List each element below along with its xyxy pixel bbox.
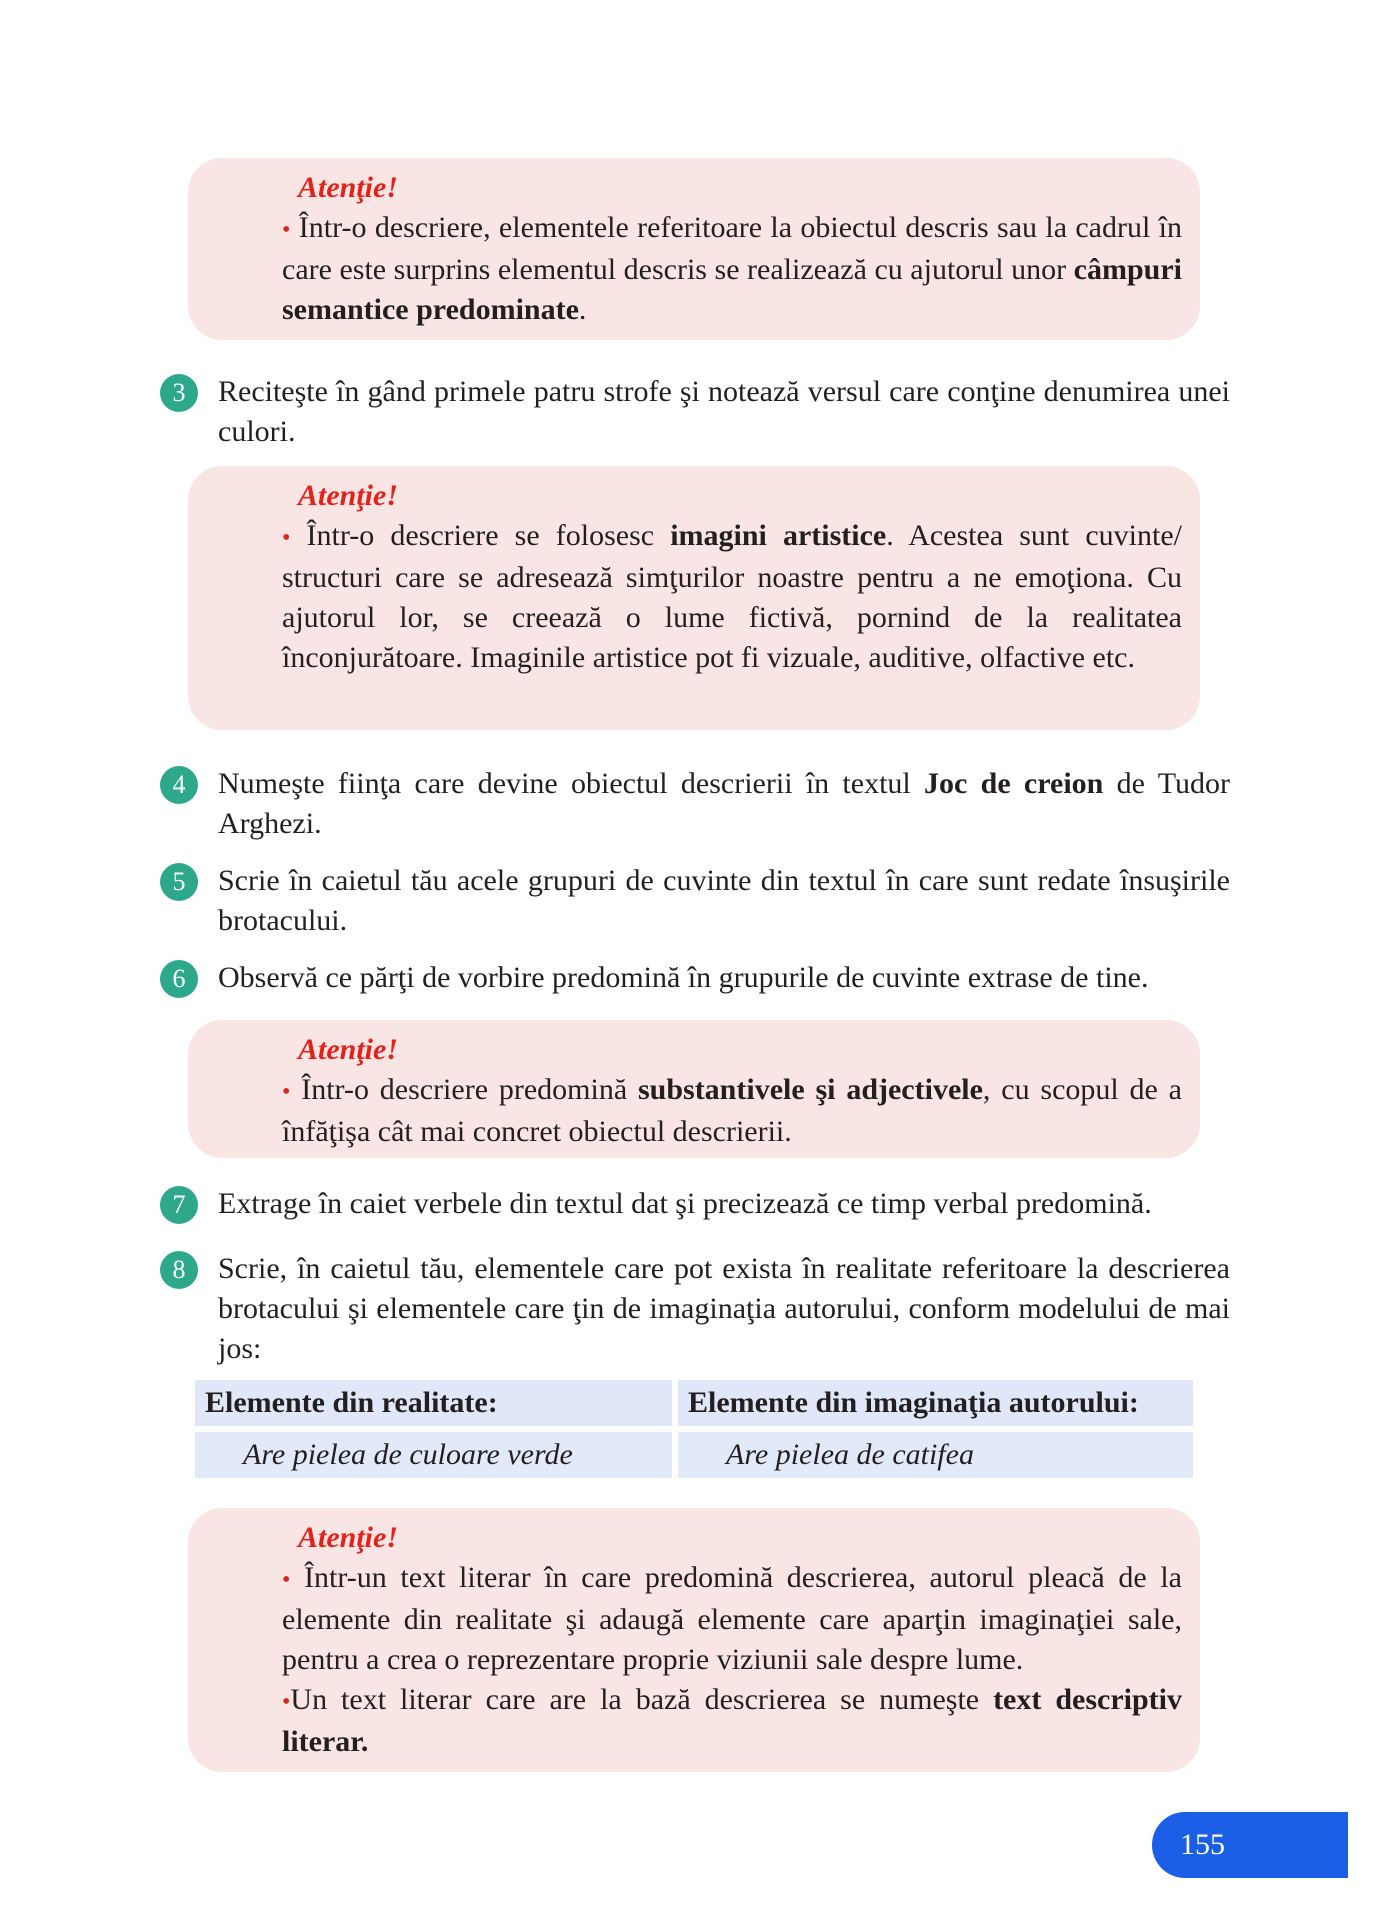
question-text: Observă ce părţi de vorbire predomină în grupurile de cuvinte extrase de tine. <box>218 961 1149 994</box>
question-text: Scrie în caietul tău acele grupuri de cuvinte din textul în care sunt redate însuşirile brotacului. <box>218 864 1230 937</box>
bold-title: Joc de creion <box>924 767 1104 800</box>
question-number-badge: 3 <box>160 374 198 412</box>
text-run: de Tudor Arghezi. <box>218 767 1230 840</box>
bullet-icon: • <box>282 1079 291 1105</box>
text-run: Într-un text literar în care predomină descrierea, autorul pleacă de la elemente din realitate şi adaugă elemente care aparţin imaginaţiei sale, pentru a crea o reprezentare proprie viziunii sale despre lume. <box>282 1561 1183 1676</box>
attention-text <box>282 208 1182 330</box>
bold-term: text descriptiv literar. <box>282 1683 1182 1758</box>
table-cell-imagination: Are pielea de catifea <box>678 1432 1193 1478</box>
question-5 <box>160 861 1230 941</box>
question-8 <box>160 1249 1230 1369</box>
text-run: Într-o descriere se folosesc <box>306 519 671 552</box>
bold-term: câmpuri semantice predominate <box>282 253 1182 326</box>
question-text: Reciteşte în gând primele patru strofe şi notează versul care conţine denumirea unei culori. <box>218 375 1230 448</box>
attention-box-3 <box>188 1020 1200 1158</box>
question-number-badge: 7 <box>160 1186 198 1224</box>
text-run: . <box>578 293 587 326</box>
question-3 <box>160 372 1230 452</box>
attention-text <box>282 1680 1182 1762</box>
page-number: 155 <box>1180 1828 1225 1861</box>
text-run: Un text literar care are la bază descrierea se numeşte <box>290 1683 994 1716</box>
question-text: Extrage în caiet verbele din textul dat şi precizează ce timp verbal predomină. <box>218 1187 1152 1220</box>
table-header-reality: Elemente din realitate: <box>195 1380 672 1426</box>
question-6 <box>160 958 1230 998</box>
bullet-icon: • <box>282 1689 291 1715</box>
bullet-icon: • <box>282 217 291 243</box>
text-run: . Acestea sunt cuvinte/ structuri care se adresează simţurilor noastre pentru a ne emoţiona. Cu ajutorul lor, se creează o lume fictivă, pornind de la realitatea înconjurătoare. Imaginile artistice pot fi vizuale, auditive, olfactive etc. <box>282 519 1182 674</box>
question-number-badge: 5 <box>160 863 198 901</box>
attention-title: Atenţie! <box>298 1033 399 1066</box>
text-run: Numeşte fiinţa care devine obiectul descrierii în textul <box>218 767 925 800</box>
question-number-badge: 8 <box>160 1251 198 1289</box>
attention-text <box>282 1558 1182 1680</box>
question-number-badge: 6 <box>160 960 198 998</box>
bullet-icon: • <box>282 1567 291 1593</box>
model-table <box>195 1380 1193 1478</box>
attention-box-4 <box>188 1508 1200 1772</box>
question-text <box>218 764 1230 844</box>
question-text: Scrie, în caietul tău, elementele care pot exista în realitate referitoare la descrierea brotacului şi elementele care ţin de imaginaţia autorului, conform modelului de mai jos: <box>218 1252 1230 1365</box>
question-number-badge: 4 <box>160 766 198 804</box>
question-4 <box>160 764 1230 844</box>
attention-text <box>282 516 1182 678</box>
question-7 <box>160 1184 1230 1224</box>
table-cell-reality: Are pielea de culoare verde <box>195 1432 672 1478</box>
bullet-icon: • <box>282 525 291 551</box>
attention-box-1 <box>188 158 1200 340</box>
table-header-imagination: Elemente din imaginaţia autorului: <box>678 1380 1193 1426</box>
attention-text <box>282 1070 1182 1152</box>
page-number-tab <box>1152 1812 1348 1878</box>
bold-term: substantivele şi adjectivele <box>637 1073 983 1106</box>
text-run: , cu scopul de a înfăţişa cât mai concret obiectul descrierii. <box>282 1073 1182 1148</box>
attention-box-2 <box>188 466 1200 730</box>
bold-term: imagini artistice <box>670 519 887 552</box>
attention-title: Atenţie! <box>298 171 399 204</box>
text-run: Într-o descriere, elementele referitoare la obiectul descris sau la cadrul în care este surprins elementul descris se realizează cu ajutorul unor <box>282 211 1183 286</box>
text-run: Într-o descriere predomină <box>301 1073 638 1106</box>
attention-title: Atenţie! <box>298 1521 399 1554</box>
attention-title: Atenţie! <box>298 479 399 512</box>
